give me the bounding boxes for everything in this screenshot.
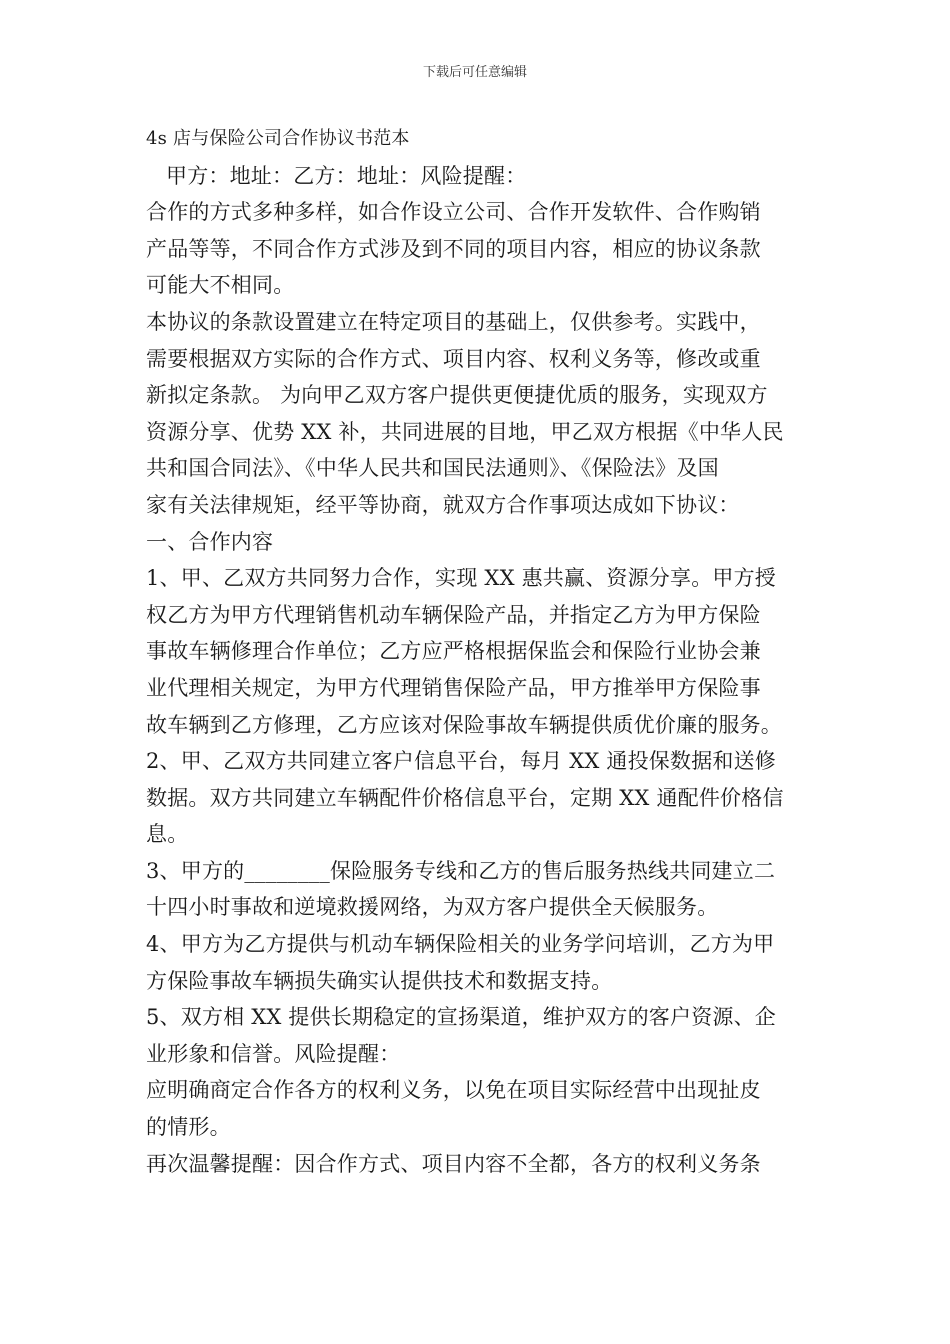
clause-line: 故车辆到乙方修理，乙方应该对保险事故车辆提供质优价廉的服务。: [146, 712, 782, 737]
clause-line: 2、甲、乙双方共同建立客户信息平台，每月 XX 通投保数据和送修: [146, 749, 777, 774]
clause-line: 事故车辆修理合作单位；乙方应严格根据保监会和保险行业协会兼: [146, 639, 761, 664]
paragraph-line: 共和国合同法》、《中华人民共和国民法通则》、《保险法》及国: [146, 456, 719, 481]
paragraph-line: 合作的方式多种多样，如合作设立公司、合作开发软件、合作购销: [146, 200, 761, 225]
clause-line: 权乙方为甲方代理销售机动车辆保险产品，并指定乙方为甲方保险: [146, 602, 761, 627]
paragraph-line: 应明确商定合作各方的权利义务，以免在项目实际经营中出现扯皮: [146, 1078, 761, 1103]
paragraph-line: 家有关法律规矩，经平等协商，就双方合作事项达成如下协议：: [146, 492, 740, 517]
clause-line: 方保险事故车辆损失确实认提供技术和数据支持。: [146, 968, 613, 993]
parties-line: 甲方：地址：乙方：地址：风险提醒：: [166, 163, 527, 188]
document-title: 4s 店与保险公司合作协议书范本: [146, 128, 410, 149]
clause-line: 息。: [146, 822, 189, 847]
paragraph-line: 资源分享、优势 XX 补，共同进展的目地，甲乙双方根据《中华人民: [146, 419, 784, 444]
clause-line: 5、双方相 XX 提供长期稳定的宣扬渠道，维护双方的客户资源、企: [146, 1005, 777, 1030]
paragraph-line: 再次温馨提醒：因合作方式、项目内容不全都，各方的权利义务条: [146, 1151, 761, 1176]
section-heading: 一、合作内容: [146, 529, 274, 554]
paragraph-line: 产品等等，不同合作方式涉及到不同的项目内容，相应的协议条款: [146, 236, 761, 261]
paragraph-line: 本协议的条款设置建立在特定项目的基础上，仅供参考。实践中，: [146, 309, 761, 334]
clause-line: 1、甲、乙双方共同努力合作，实现 XX 惠共赢、资源分享。甲方授: [146, 566, 777, 591]
clause-line: 十四小时事故和逆境救援网络，为双方客户提供全天候服务。: [146, 895, 719, 920]
clause-line: 3、甲方的________保险服务专线和乙方的售后服务热线共同建立二: [146, 858, 776, 883]
document-body: [146, 121, 808, 1182]
paragraph-line: 需要根据双方实际的合作方式、项目内容、权利义务等，修改或重: [146, 346, 761, 371]
paragraph-line: 新拟定条款。 为向甲乙双方客户提供更便捷优质的服务，实现双方: [146, 383, 768, 408]
paragraph-line: 可能大不相同。: [146, 273, 295, 298]
header-note: 下载后可任意编辑: [422, 65, 527, 80]
clause-line: 4、甲方为乙方提供与机动车辆保险相关的业务学问培训，乙方为甲: [146, 932, 775, 957]
paragraph-line: 的情形。: [146, 1115, 231, 1140]
clause-line: 数据。双方共同建立车辆配件价格信息平台，定期 XX 通配件价格信: [146, 785, 784, 810]
clause-line: 业代理相关规定，为甲方代理销售保险产品，甲方推举甲方保险事: [146, 675, 761, 700]
clause-line: 业形象和信誉。风险提醒：: [146, 1041, 401, 1066]
